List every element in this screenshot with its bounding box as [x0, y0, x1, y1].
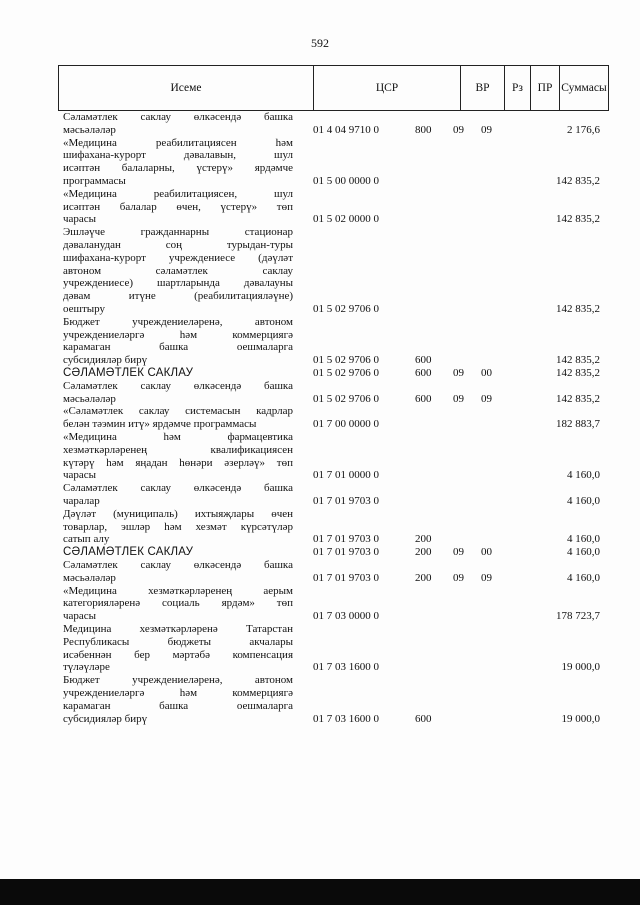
row-csr: 01 7 03 1600 0: [313, 661, 379, 674]
row-name-line: дәвам итүне (реабилитацияләүне): [63, 290, 293, 303]
page-number: 592: [311, 36, 329, 50]
row-sum: 182 883,7: [556, 418, 600, 431]
scan-edge-bar: [0, 879, 640, 905]
row-csr: 01 4 04 9710 0: [313, 123, 379, 136]
row-name-line: шифахана-курорт учреждениесе (дәүләт: [63, 251, 293, 264]
row-vr: 600: [415, 354, 432, 367]
row-name-line: белән тәэмин итү» ярдәмче программасы: [63, 418, 257, 431]
row-name-line: учреждениеләргә һәм коммерциягә: [63, 328, 293, 341]
row-csr: 01 7 01 9703 0: [313, 571, 379, 584]
row-name-line: шифахана-курорт дәвалавын, шул: [63, 149, 293, 162]
row-name-line: чарасы: [63, 610, 97, 623]
row-rz: 09: [453, 367, 464, 379]
row-name-line: карамаган башка оешмаларга: [63, 699, 293, 712]
row-name: [63, 431, 293, 482]
row-name-line: «Сәламәтлек саклау системасын кадрлар: [63, 405, 293, 418]
row-name-line: оештыру: [63, 302, 106, 315]
row-sum: 142 835,2: [556, 367, 600, 379]
row-name-line: Бюджет учреждениеләренә, автоном: [63, 315, 293, 328]
table-row: [0, 623, 640, 674]
row-name-line: күтәрү һәм яңадан һөнәри әзерләү» төп: [63, 456, 293, 469]
row-csr: 01 7 00 0000 0: [313, 418, 379, 431]
row-name-line: Сәламәтлек саклау өлкәсендә башка: [63, 379, 293, 392]
row-rz: 09: [453, 392, 464, 405]
row-sum: 19 000,0: [561, 712, 600, 725]
row-name: [63, 111, 293, 137]
row-vr: 200: [415, 533, 432, 546]
row-name: [63, 405, 293, 431]
row-name-line: учреждениеләргә һәм коммерциягә: [63, 686, 293, 699]
row-pr: 00: [481, 367, 492, 379]
row-name-line: «Медицина хезмәткәрләренең аерым: [63, 584, 293, 597]
table-row: [0, 559, 640, 585]
row-name-line: чарасы: [63, 469, 97, 482]
row-name-line: Сәламәтлек саклау өлкәсендә башка: [63, 482, 293, 495]
row-vr: 200: [415, 571, 432, 584]
row-sum: 4 160,0: [567, 546, 600, 559]
row-sum: 4 160,0: [567, 571, 600, 584]
row-name: [63, 367, 293, 380]
row-name-line: исәбеннән бер мәртәбә компенсация: [63, 648, 293, 661]
table-row: [0, 482, 640, 508]
table-row: [0, 226, 640, 316]
row-name-line: автоном сәламәтлек саклау: [63, 264, 293, 277]
row-vr: 600: [415, 392, 432, 405]
table-row: [0, 405, 640, 431]
table-row: [0, 585, 640, 623]
row-name-line: «Медицина һәм фармацевтика: [63, 431, 293, 443]
row-sum: 142 835,2: [556, 174, 600, 187]
row-vr: 200: [415, 546, 432, 559]
table-row: [0, 367, 640, 380]
row-name-line: мәсьәләләр: [63, 392, 116, 405]
row-name-line: товарлар, эшләр һәм хезмәт күрсәтүләр: [63, 520, 293, 533]
row-name-line: дәваланудан соң турыдан-туры: [63, 238, 293, 251]
table-row: [0, 316, 640, 367]
row-name-line: исәптән балалар өчен, үстерү» төп: [63, 200, 293, 213]
row-name-line: категорияләренә социаль ярдәм» төп: [63, 597, 293, 610]
row-name-line: мәсьәләләр: [63, 571, 116, 584]
row-name-line: Медицина хезмәткәрләренә Татарстан: [63, 623, 293, 635]
row-name: [63, 316, 293, 367]
row-csr: 01 5 02 9706 0: [313, 354, 379, 367]
row-name: [63, 623, 293, 674]
row-name-line: Сәламәтлек саклау өлкәсендә башка: [63, 559, 293, 571]
row-csr: 01 7 01 9703 0: [313, 546, 379, 559]
row-csr: 01 5 02 9706 0: [313, 302, 379, 315]
row-vr: 600: [415, 712, 432, 725]
row-name: [63, 188, 293, 226]
row-name: [63, 508, 293, 546]
row-csr: 01 5 02 9706 0: [313, 367, 379, 379]
table-row: [0, 431, 640, 482]
table-row: [0, 137, 640, 188]
row-pr: 09: [481, 392, 492, 405]
row-sum: 2 176,6: [567, 123, 600, 136]
row-csr: 01 7 01 9703 0: [313, 494, 379, 507]
row-name-line: чарасы: [63, 213, 97, 226]
row-name-line: Сәламәтлек саклау өлкәсендә башка: [63, 111, 293, 123]
row-name: [63, 546, 293, 559]
row-csr: 01 7 03 1600 0: [313, 712, 379, 725]
table-row: [0, 546, 640, 559]
row-sum: 19 000,0: [561, 661, 600, 674]
row-name: [63, 226, 293, 316]
row-pr: 00: [481, 546, 492, 559]
row-pr: 09: [481, 123, 492, 136]
table-row: [0, 380, 640, 406]
row-name-line: субсидияләр бирү: [63, 354, 148, 367]
row-name: [63, 585, 293, 623]
row-name-line: СӘЛАМӘТЛЕК САКЛАУ: [63, 546, 194, 559]
column-header-name: Исеме: [59, 66, 314, 110]
row-pr: 09: [481, 571, 492, 584]
table-row: [0, 111, 640, 137]
table-row: [0, 508, 640, 546]
column-header-vr: ВР: [461, 66, 505, 110]
row-name-line: «Медицина реабилитациясен һәм: [63, 136, 293, 149]
column-header-sum: Суммасы: [561, 82, 607, 94]
row-name-line: Дәүләт (муниципаль) ихтыяҗлары өчен: [63, 507, 293, 520]
row-name-line: хезмәткәрләренең квалификациясен: [63, 443, 293, 456]
row-name-line: субсидияләр бирү: [63, 712, 148, 725]
row-name-line: Республикасы бюджеты акчалары: [63, 635, 293, 648]
row-name: [63, 137, 293, 188]
row-name-line: «Медицина реабилитациясен, шул: [63, 187, 293, 200]
row-name-line: Бюджет учреждениеләренә, автоном: [63, 674, 293, 687]
row-csr: 01 5 00 0000 0: [313, 174, 379, 187]
row-sum: 142 835,2: [556, 392, 600, 405]
row-name-line: түләүләре: [63, 661, 110, 674]
row-rz: 09: [453, 571, 464, 584]
row-sum: 142 835,2: [556, 302, 600, 315]
column-header-pr: ПР: [531, 66, 560, 110]
row-name-line: чаралар: [63, 494, 100, 507]
row-sum: 4 160,0: [567, 469, 600, 482]
row-vr: 800: [415, 123, 432, 136]
row-name-line: исәптән балаларны, үстерү» ярдәмче: [63, 162, 293, 175]
row-name-line: СӘЛАМӘТЛЕК САКЛАУ: [63, 367, 194, 379]
row-name-line: программасы: [63, 174, 126, 187]
table-row: [0, 188, 640, 226]
row-name: [63, 482, 293, 508]
row-sum: 142 835,2: [556, 213, 600, 226]
row-name-line: сатып алу: [63, 533, 110, 546]
row-sum: 4 160,0: [567, 533, 600, 546]
row-name-line: карамаган башка оешмаларга: [63, 341, 293, 354]
row-name: [63, 559, 293, 585]
row-rz: 09: [453, 546, 464, 559]
row-sum: 4 160,0: [567, 494, 600, 507]
column-header-csr: ЦСР: [314, 66, 461, 110]
row-vr: 600: [415, 367, 432, 379]
row-csr: 01 5 02 0000 0: [313, 213, 379, 226]
row-csr: 01 7 03 0000 0: [313, 610, 379, 623]
row-csr: 01 5 02 9706 0: [313, 392, 379, 405]
row-sum: 142 835,2: [556, 354, 600, 367]
row-name: [63, 380, 293, 406]
row-name-line: учреждениесе) шартларында дәвалауны: [63, 277, 293, 290]
row-name-line: мәсьәләләр: [63, 123, 116, 136]
row-sum: 178 723,7: [556, 610, 600, 623]
table-row: [0, 674, 640, 725]
table-header: [58, 65, 609, 111]
row-csr: 01 7 01 0000 0: [313, 469, 379, 482]
row-rz: 09: [453, 123, 464, 136]
row-csr: 01 7 01 9703 0: [313, 533, 379, 546]
column-header-rz: Рз: [505, 66, 531, 110]
row-name: [63, 674, 293, 725]
row-name-line: Эшләүче гражданнарны стационар: [63, 226, 293, 239]
